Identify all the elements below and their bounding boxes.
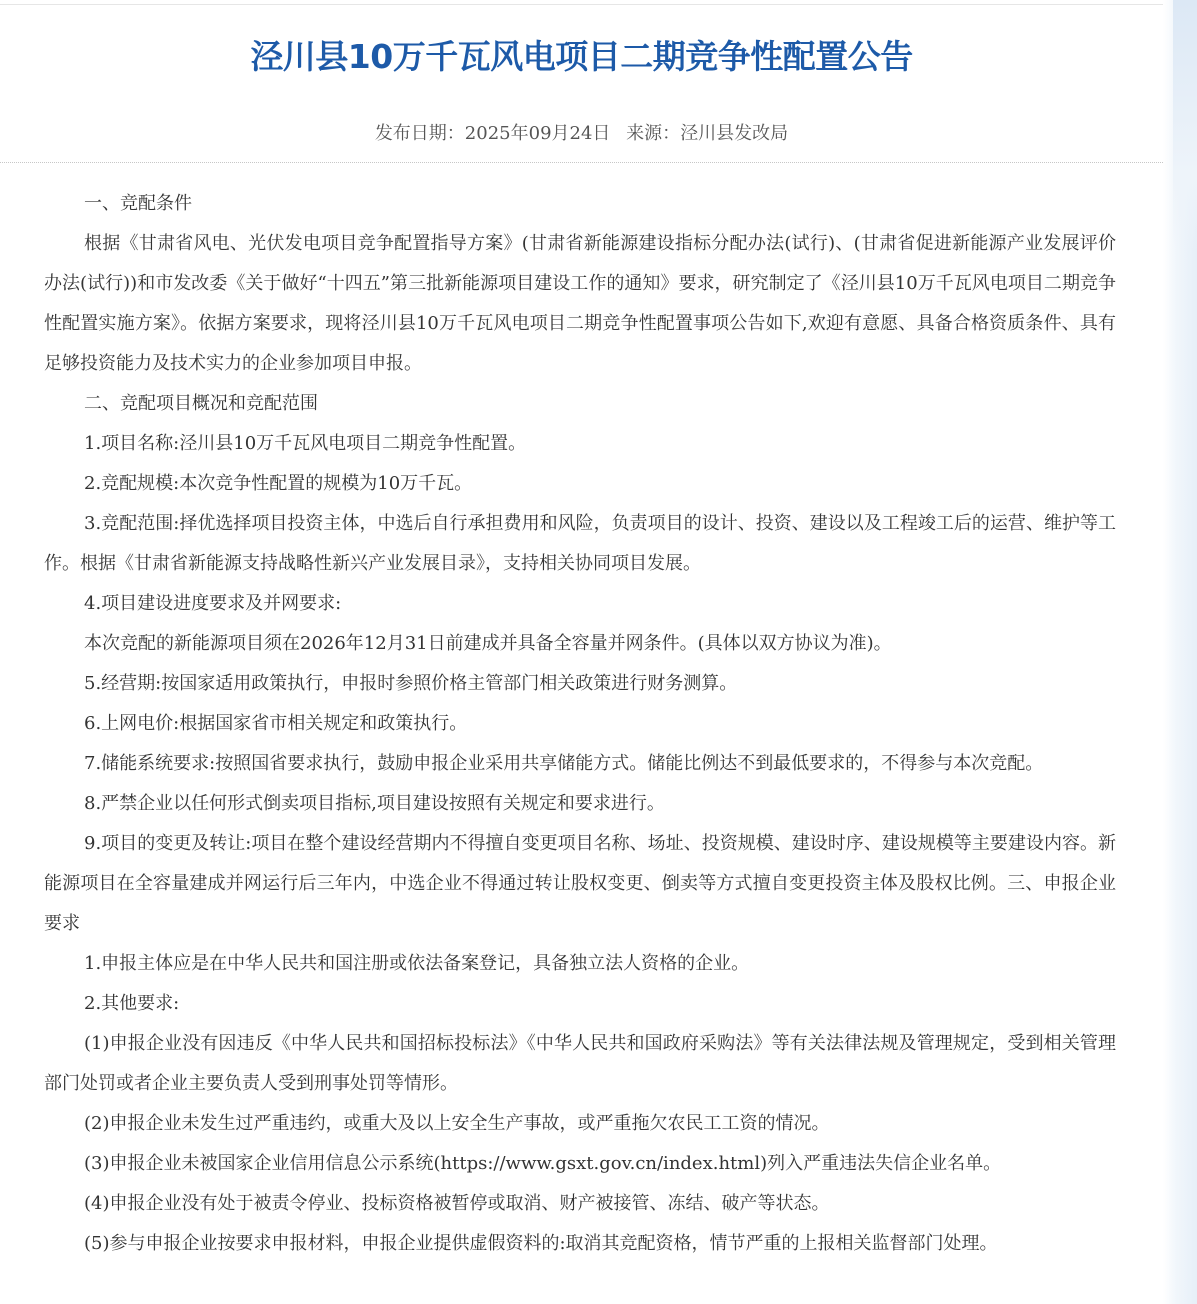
sub-list-item: (4)申报企业没有处于被责令停业、投标资格被暂停或取消、财产被接管、冻结、破产等状态。	[84, 1193, 830, 1214]
sub-list-item: (3)申报企业未被国家企业信用信息公示系统(https://www.gsxt.gov.cn/index.html)列入严重违法失信企业名单。	[84, 1153, 1002, 1174]
list-item: 9.项目的变更及转让:项目在整个建设经营期内不得擅自变更项目名称、场址、投资规模、建设时序、建设规模等主要建设内容。新能源项目在全容量建成并网运行后三年内，中选企业不得通过转让股权变更、倒卖等方式擅自变更投资主体及股权比例。三、申报企业要求	[44, 833, 1116, 934]
section-heading-1: 一、竞配条件	[84, 193, 192, 214]
right-edge-decoration	[1163, 0, 1197, 1304]
list-item: 5.经营期:按国家适用政策执行，申报时参照价格主管部门相关政策进行财务测算。	[84, 673, 738, 694]
header-divider	[0, 162, 1163, 163]
list-item: 3.竞配范围:择优选择项目投资主体，中选后自行承担费用和风险，负责项目的设计、投资、建设以及工程竣工后的运营、维护等工作。根据《甘肃省新能源支持战略性新兴产业发展目录》，支持相关协同项目发展。	[44, 513, 1116, 574]
sub-list-item: (1)申报企业没有因违反《中华人民共和国招标投标法》《中华人民共和国政府采购法》等有关法律法规及管理规定，受到相关管理部门处罚或者企业主要负责人受到刑事处罚等情形。	[44, 1033, 1116, 1094]
list-item: 4.项目建设进度要求及并网要求:	[84, 593, 342, 614]
top-border	[0, 4, 1163, 5]
publish-date: 发布日期：2025年09月24日	[374, 123, 611, 144]
article-body	[44, 184, 1116, 1264]
article-source: 来源：泾川县发改局	[626, 123, 789, 144]
list-item: 1.申报主体应是在中华人民共和国注册或依法备案登记，具备独立法人资格的企业。	[84, 953, 750, 974]
list-item: 8.严禁企业以任何形式倒卖项目指标,项目建设按照有关规定和要求进行。	[84, 793, 665, 814]
list-item: 7.储能系统要求:按照国省要求执行，鼓励申报企业采用共享储能方式。储能比例达不到最低要求的，不得参与本次竞配。	[84, 753, 1044, 774]
section-heading-2: 二、竞配项目概况和竞配范围	[84, 393, 318, 414]
sub-list-item: (5)参与申报企业按要求申报材料，申报企业提供虚假资料的:取消其竞配资格，情节严重的上报相关监督部门处理。	[84, 1233, 998, 1254]
list-item: 1.项目名称:泾川县10万千瓦风电项目二期竞争性配置。	[84, 433, 527, 454]
list-item: 2.竞配规模:本次竞争性配置的规模为10万千瓦。	[84, 473, 473, 494]
list-item: 2.其他要求:	[84, 993, 180, 1014]
paragraph: 本次竞配的新能源项目须在2026年12月31日前建成并具备全容量并网条件。(具体以双方协议为准)。	[84, 633, 892, 654]
article-title: 泾川县10万千瓦风电项目二期竞争性配置公告	[250, 37, 913, 76]
sub-list-item: (2)申报企业未发生过严重违约，或重大及以上安全生产事故，或严重拖欠农民工工资的情况。	[84, 1113, 830, 1134]
paragraph: 根据《甘肃省风电、光伏发电项目竞争配置指导方案》(甘肃省新能源建设指标分配办法(试行)、(甘肃省促进新能源产业发展评价办法(试行))和市发改委《关于做好“十四五”第三批新能源项目建设工作的通知》要求，研究制定了《泾川县10万千瓦风电项目二期竞争性配置实施方案》。依据方案要求，现将泾川县10万千瓦风电项目二期竞争性配置事项公告如下,欢迎有意愿、具备合格资质条件、具有足够投资能力及技术实力的企业参加项目申报。	[44, 233, 1116, 374]
article-meta	[0, 121, 1163, 147]
list-item: 6.上网电价:根据国家省市相关规定和政策执行。	[84, 713, 468, 734]
